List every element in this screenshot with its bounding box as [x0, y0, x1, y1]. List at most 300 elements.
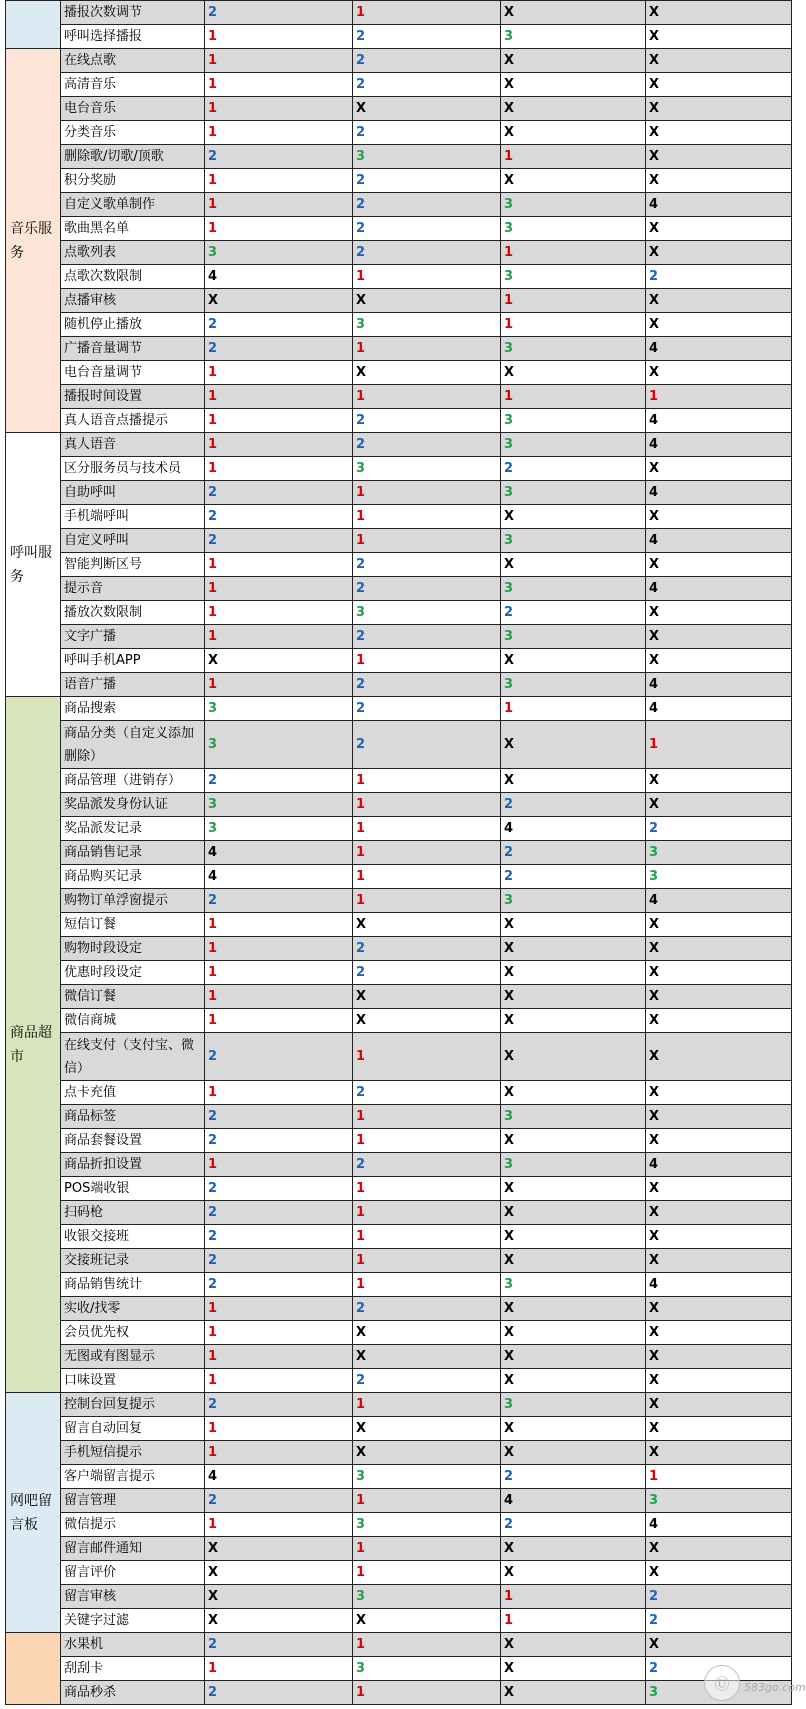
rank-cell-1: 1 — [205, 577, 353, 601]
rank-cell-2: 2 — [353, 673, 501, 697]
feature-name-cell: 水果机 — [61, 1633, 205, 1657]
rank-cell-4: X — [646, 1177, 792, 1201]
feature-name-cell: 电台音乐 — [61, 97, 205, 121]
rank-cell-4: X — [646, 241, 792, 265]
rank-cell-1: X — [205, 1609, 353, 1633]
rank-cell-2: 3 — [353, 1465, 501, 1489]
feature-name-cell: 控制台回复提示 — [61, 1393, 205, 1417]
rank-cell-4: X — [646, 961, 792, 985]
table-row — [6, 1393, 792, 1417]
table-row — [6, 1201, 792, 1225]
rank-cell-2: 1 — [353, 1681, 501, 1705]
rank-cell-3: X — [501, 1081, 646, 1105]
rank-cell-3: 3 — [501, 193, 646, 217]
table-row — [6, 337, 792, 361]
table-row — [6, 529, 792, 553]
rank-cell-4: 4 — [646, 1513, 792, 1537]
feature-name-cell: 歌曲黑名单 — [61, 217, 205, 241]
rank-cell-2: 3 — [353, 601, 501, 625]
rank-cell-1: 3 — [205, 817, 353, 841]
rank-cell-2: 2 — [353, 121, 501, 145]
table-row — [6, 577, 792, 601]
rank-cell-2: 3 — [353, 457, 501, 481]
rank-cell-4: X — [646, 1225, 792, 1249]
rank-cell-4: X — [646, 1105, 792, 1129]
rank-cell-2: 2 — [353, 193, 501, 217]
table-row — [6, 289, 792, 313]
rank-cell-4: X — [646, 1081, 792, 1105]
table-row — [6, 985, 792, 1009]
rank-cell-2: 2 — [353, 25, 501, 49]
rank-cell-4: X — [646, 1345, 792, 1369]
feature-name-cell: 客户端留言提示 — [61, 1465, 205, 1489]
feature-name-cell: 在线支付（支付宝、微信） — [61, 1033, 205, 1081]
feature-name-cell: 交接班记录 — [61, 1249, 205, 1273]
rank-cell-4: X — [646, 1633, 792, 1657]
table-row — [6, 673, 792, 697]
category-cell — [6, 1, 61, 49]
table-row — [6, 385, 792, 409]
rank-cell-3: X — [501, 721, 646, 769]
rank-cell-3: X — [501, 1441, 646, 1465]
rank-cell-4: X — [646, 361, 792, 385]
rank-cell-3: 1 — [501, 385, 646, 409]
rank-cell-4: X — [646, 25, 792, 49]
feature-name-cell: 商品套餐设置 — [61, 1129, 205, 1153]
table-row — [6, 1513, 792, 1537]
feature-name-cell: 微信订餐 — [61, 985, 205, 1009]
rank-cell-3: X — [501, 1297, 646, 1321]
rank-cell-4: 1 — [646, 1465, 792, 1489]
rank-cell-2: 1 — [353, 1561, 501, 1585]
rank-cell-2: 3 — [353, 1585, 501, 1609]
table-row — [6, 721, 792, 769]
rank-cell-4: X — [646, 145, 792, 169]
table-row — [6, 649, 792, 673]
rank-cell-2: 1 — [353, 1225, 501, 1249]
rank-cell-4: 2 — [646, 1585, 792, 1609]
feature-name-cell: 商品搜索 — [61, 697, 205, 721]
feature-name-cell: 自定义歌单制作 — [61, 193, 205, 217]
table-row — [6, 169, 792, 193]
feature-name-cell: 随机停止播放 — [61, 313, 205, 337]
rank-cell-4: X — [646, 289, 792, 313]
feature-name-cell: 手机短信提示 — [61, 1441, 205, 1465]
rank-cell-2: 1 — [353, 529, 501, 553]
table-row — [6, 793, 792, 817]
rank-cell-1: 2 — [205, 337, 353, 361]
rank-cell-1: 1 — [205, 553, 353, 577]
rank-cell-1: 2 — [205, 313, 353, 337]
feature-name-cell: 优惠时段设定 — [61, 961, 205, 985]
table-row — [6, 1561, 792, 1585]
rank-cell-2: 1 — [353, 1129, 501, 1153]
table-row — [6, 1681, 792, 1705]
rank-cell-4: X — [646, 1249, 792, 1273]
rank-cell-3: 1 — [501, 697, 646, 721]
rank-cell-1: 1 — [205, 985, 353, 1009]
rank-cell-1: 1 — [205, 457, 353, 481]
rank-cell-3: 1 — [501, 145, 646, 169]
rank-cell-3: 2 — [501, 601, 646, 625]
rank-cell-3: 1 — [501, 313, 646, 337]
category-cell: 商品超市 — [6, 697, 61, 1393]
rank-cell-2: X — [353, 1417, 501, 1441]
table-row — [6, 1177, 792, 1201]
feature-comparison-table — [5, 0, 792, 1705]
rank-cell-1: 1 — [205, 385, 353, 409]
rank-cell-3: 2 — [501, 865, 646, 889]
table-row — [6, 961, 792, 985]
rank-cell-3: 3 — [501, 529, 646, 553]
table-row — [6, 1417, 792, 1441]
rank-cell-3: 2 — [501, 1513, 646, 1537]
rank-cell-2: X — [353, 1345, 501, 1369]
rank-cell-2: 2 — [353, 49, 501, 73]
rank-cell-2: X — [353, 1609, 501, 1633]
rank-cell-4: X — [646, 217, 792, 241]
table-row — [6, 817, 792, 841]
rank-cell-3: X — [501, 1, 646, 25]
table-row — [6, 1081, 792, 1105]
rank-cell-2: 1 — [353, 841, 501, 865]
table-row — [6, 241, 792, 265]
rank-cell-1: 2 — [205, 145, 353, 169]
feature-name-cell: 无图或有图显示 — [61, 1345, 205, 1369]
rank-cell-4: 4 — [646, 673, 792, 697]
rank-cell-2: 1 — [353, 1177, 501, 1201]
rank-cell-2: 2 — [353, 721, 501, 769]
rank-cell-4: 4 — [646, 1153, 792, 1177]
rank-cell-4: 3 — [646, 1489, 792, 1513]
rank-cell-2: 2 — [353, 1081, 501, 1105]
rank-cell-3: 2 — [501, 841, 646, 865]
rank-cell-3: 3 — [501, 433, 646, 457]
rank-cell-4: X — [646, 1441, 792, 1465]
feature-name-cell: 积分奖励 — [61, 169, 205, 193]
feature-name-cell: 商品销售记录 — [61, 841, 205, 865]
rank-cell-4: X — [646, 1009, 792, 1033]
rank-cell-2: 3 — [353, 1513, 501, 1537]
feature-name-cell: 自助呼叫 — [61, 481, 205, 505]
rank-cell-4: X — [646, 49, 792, 73]
rank-cell-1: X — [205, 1561, 353, 1585]
rank-cell-3: X — [501, 649, 646, 673]
rank-cell-2: 1 — [353, 385, 501, 409]
rank-cell-3: X — [501, 769, 646, 793]
rank-cell-2: 1 — [353, 1273, 501, 1297]
rank-cell-1: 2 — [205, 1105, 353, 1129]
rank-cell-3: X — [501, 1321, 646, 1345]
rank-cell-1: 4 — [205, 265, 353, 289]
rank-cell-4: X — [646, 793, 792, 817]
rank-cell-3: 3 — [501, 265, 646, 289]
feature-name-cell: 商品购买记录 — [61, 865, 205, 889]
feature-name-cell: 分类音乐 — [61, 121, 205, 145]
rank-cell-3: X — [501, 1633, 646, 1657]
rank-cell-2: 1 — [353, 649, 501, 673]
rank-cell-1: 1 — [205, 1297, 353, 1321]
rank-cell-4: X — [646, 937, 792, 961]
rank-cell-1: 4 — [205, 841, 353, 865]
rank-cell-1: 1 — [205, 601, 353, 625]
rank-cell-1: 2 — [205, 1273, 353, 1297]
rank-cell-1: 2 — [205, 1393, 353, 1417]
rank-cell-4: 2 — [646, 265, 792, 289]
category-cell: 呼叫服务 — [6, 433, 61, 697]
feature-name-cell: 手机端呼叫 — [61, 505, 205, 529]
rank-cell-1: X — [205, 1537, 353, 1561]
feature-name-cell: 商品标签 — [61, 1105, 205, 1129]
rank-cell-4: X — [646, 649, 792, 673]
feature-name-cell: 提示音 — [61, 577, 205, 601]
rank-cell-3: X — [501, 937, 646, 961]
feature-name-cell: 留言管理 — [61, 1489, 205, 1513]
table-row — [6, 217, 792, 241]
table-row — [6, 49, 792, 73]
rank-cell-2: X — [353, 985, 501, 1009]
rank-cell-1: 1 — [205, 1081, 353, 1105]
rank-cell-4: X — [646, 625, 792, 649]
rank-cell-2: 2 — [353, 73, 501, 97]
rank-cell-3: X — [501, 97, 646, 121]
rank-cell-4: X — [646, 1201, 792, 1225]
table-row — [6, 25, 792, 49]
table-row — [6, 409, 792, 433]
watermark-text: 583go.com — [744, 1681, 806, 1694]
rank-cell-4: X — [646, 1033, 792, 1081]
feature-name-cell: 删除歌/切歌/顶歌 — [61, 145, 205, 169]
table-row — [6, 937, 792, 961]
table-row — [6, 505, 792, 529]
rank-cell-2: 2 — [353, 697, 501, 721]
rank-cell-1: 3 — [205, 697, 353, 721]
rank-cell-2: 2 — [353, 553, 501, 577]
rank-cell-1: 2 — [205, 1633, 353, 1657]
rank-cell-3: X — [501, 1369, 646, 1393]
table-row — [6, 1153, 792, 1177]
feature-name-cell: 留言自动回复 — [61, 1417, 205, 1441]
rank-cell-3: X — [501, 1129, 646, 1153]
table-row — [6, 1609, 792, 1633]
rank-cell-4: X — [646, 1393, 792, 1417]
table-row — [6, 1585, 792, 1609]
table-row — [6, 121, 792, 145]
rank-cell-4: X — [646, 985, 792, 1009]
rank-cell-1: 4 — [205, 1465, 353, 1489]
feature-name-cell: 播放次数限制 — [61, 601, 205, 625]
table-row — [6, 1105, 792, 1129]
rank-cell-1: 2 — [205, 1033, 353, 1081]
rank-cell-1: 1 — [205, 193, 353, 217]
rank-cell-4: X — [646, 1321, 792, 1345]
feature-name-cell: 实收/找零 — [61, 1297, 205, 1321]
rank-cell-4: X — [646, 1369, 792, 1393]
rank-cell-4: 3 — [646, 865, 792, 889]
category-cell: 音乐服务 — [6, 49, 61, 433]
rank-cell-3: 3 — [501, 577, 646, 601]
rank-cell-2: 2 — [353, 625, 501, 649]
rank-cell-3: 3 — [501, 673, 646, 697]
rank-cell-1: 2 — [205, 1177, 353, 1201]
feature-name-cell: 呼叫选择播报 — [61, 25, 205, 49]
rank-cell-3: 3 — [501, 1105, 646, 1129]
table-row — [6, 769, 792, 793]
feature-name-cell: 真人语音 — [61, 433, 205, 457]
rank-cell-4: X — [646, 1417, 792, 1441]
rank-cell-3: 3 — [501, 481, 646, 505]
rank-cell-1: 1 — [205, 361, 353, 385]
feature-name-cell: 微信商城 — [61, 1009, 205, 1033]
rank-cell-2: 3 — [353, 313, 501, 337]
rank-cell-4: X — [646, 73, 792, 97]
rank-cell-2: 1 — [353, 1489, 501, 1513]
rank-cell-4: X — [646, 1561, 792, 1585]
rank-cell-2: 3 — [353, 145, 501, 169]
rank-cell-1: 1 — [205, 673, 353, 697]
rank-cell-2: X — [353, 1441, 501, 1465]
table-row — [6, 1369, 792, 1393]
rank-cell-4: 4 — [646, 193, 792, 217]
rank-cell-3: X — [501, 1345, 646, 1369]
table-row — [6, 1225, 792, 1249]
rank-cell-3: X — [501, 553, 646, 577]
rank-cell-3: X — [501, 1225, 646, 1249]
rank-cell-4: 4 — [646, 529, 792, 553]
table-row — [6, 193, 792, 217]
feature-name-cell: 商品折扣设置 — [61, 1153, 205, 1177]
rank-cell-4: X — [646, 769, 792, 793]
rank-cell-2: 2 — [353, 1153, 501, 1177]
rank-cell-2: 2 — [353, 433, 501, 457]
rank-cell-3: X — [501, 1417, 646, 1441]
rank-cell-3: 2 — [501, 1465, 646, 1489]
category-cell: 网吧留言板 — [6, 1393, 61, 1633]
rank-cell-3: 3 — [501, 1273, 646, 1297]
table-row — [6, 601, 792, 625]
table-row — [6, 145, 792, 169]
table-row — [6, 313, 792, 337]
rank-cell-2: X — [353, 97, 501, 121]
feature-name-cell: 商品秒杀 — [61, 1681, 205, 1705]
rank-cell-1: 2 — [205, 529, 353, 553]
rank-cell-1: 3 — [205, 793, 353, 817]
rank-cell-3: 1 — [501, 241, 646, 265]
rank-cell-1: 1 — [205, 409, 353, 433]
rank-cell-1: 1 — [205, 433, 353, 457]
rank-cell-3: 3 — [501, 1393, 646, 1417]
rank-cell-1: 2 — [205, 1489, 353, 1513]
rank-cell-3: 1 — [501, 289, 646, 313]
rank-cell-2: 2 — [353, 241, 501, 265]
rank-cell-3: 3 — [501, 25, 646, 49]
rank-cell-2: 2 — [353, 169, 501, 193]
table-row — [6, 481, 792, 505]
rank-cell-1: 1 — [205, 1009, 353, 1033]
table-row — [6, 1, 792, 25]
feature-name-cell: 口味设置 — [61, 1369, 205, 1393]
table-row — [6, 1465, 792, 1489]
rank-cell-2: 2 — [353, 1297, 501, 1321]
feature-name-cell: 留言邮件通知 — [61, 1537, 205, 1561]
rank-cell-3: 3 — [501, 625, 646, 649]
rank-cell-3: 3 — [501, 1153, 646, 1177]
rank-cell-1: 4 — [205, 865, 353, 889]
rank-cell-3: X — [501, 1201, 646, 1225]
feature-name-cell: 关键字过滤 — [61, 1609, 205, 1633]
table-row — [6, 889, 792, 913]
rank-cell-2: 1 — [353, 1633, 501, 1657]
feature-name-cell: 点歌列表 — [61, 241, 205, 265]
feature-name-cell: 刮刮卡 — [61, 1657, 205, 1681]
rank-cell-3: X — [501, 121, 646, 145]
rank-cell-4: 1 — [646, 721, 792, 769]
rank-cell-1: 1 — [205, 1513, 353, 1537]
table-row — [6, 361, 792, 385]
rank-cell-2: 1 — [353, 481, 501, 505]
feature-name-cell: 高清音乐 — [61, 73, 205, 97]
rank-cell-1: 1 — [205, 1657, 353, 1681]
feature-name-cell: 广播音量调节 — [61, 337, 205, 361]
rank-cell-1: 2 — [205, 505, 353, 529]
rank-cell-4: 4 — [646, 697, 792, 721]
feature-name-cell: 微信提示 — [61, 1513, 205, 1537]
rank-cell-1: 1 — [205, 1441, 353, 1465]
table-row — [6, 97, 792, 121]
feature-name-cell: 商品管理（进销存） — [61, 769, 205, 793]
rank-cell-3: X — [501, 913, 646, 937]
rank-cell-1: 3 — [205, 241, 353, 265]
table-row — [6, 433, 792, 457]
feature-name-cell: 区分服务员与技术员 — [61, 457, 205, 481]
rank-cell-1: X — [205, 289, 353, 313]
rank-cell-2: 1 — [353, 865, 501, 889]
table-row — [6, 265, 792, 289]
rank-cell-2: 1 — [353, 1537, 501, 1561]
feature-name-cell: 商品销售统计 — [61, 1273, 205, 1297]
rank-cell-2: X — [353, 1321, 501, 1345]
rank-cell-4: 2 — [646, 1609, 792, 1633]
rank-cell-4: 4 — [646, 889, 792, 913]
feature-comparison-sheet — [5, 0, 791, 1705]
rank-cell-2: 1 — [353, 817, 501, 841]
rank-cell-2: X — [353, 361, 501, 385]
table-row — [6, 1273, 792, 1297]
rank-cell-4: X — [646, 97, 792, 121]
rank-cell-3: 3 — [501, 337, 646, 361]
rank-cell-1: 2 — [205, 1225, 353, 1249]
rank-cell-2: 1 — [353, 1033, 501, 1081]
rank-cell-4: X — [646, 1, 792, 25]
rank-cell-1: 2 — [205, 1129, 353, 1153]
rank-cell-1: 1 — [205, 121, 353, 145]
table-row — [6, 1321, 792, 1345]
rank-cell-3: X — [501, 1177, 646, 1201]
table-row — [6, 1537, 792, 1561]
table-row — [6, 1033, 792, 1081]
feature-name-cell: 真人语音点播提示 — [61, 409, 205, 433]
feature-name-cell: 留言审核 — [61, 1585, 205, 1609]
rank-cell-4: 4 — [646, 433, 792, 457]
feature-name-cell: 点播审核 — [61, 289, 205, 313]
rank-cell-3: X — [501, 73, 646, 97]
rank-cell-3: X — [501, 49, 646, 73]
rank-cell-1: 1 — [205, 25, 353, 49]
rank-cell-3: X — [501, 1009, 646, 1033]
feature-name-cell: 电台音量调节 — [61, 361, 205, 385]
rank-cell-2: 2 — [353, 1369, 501, 1393]
rank-cell-4: X — [646, 601, 792, 625]
